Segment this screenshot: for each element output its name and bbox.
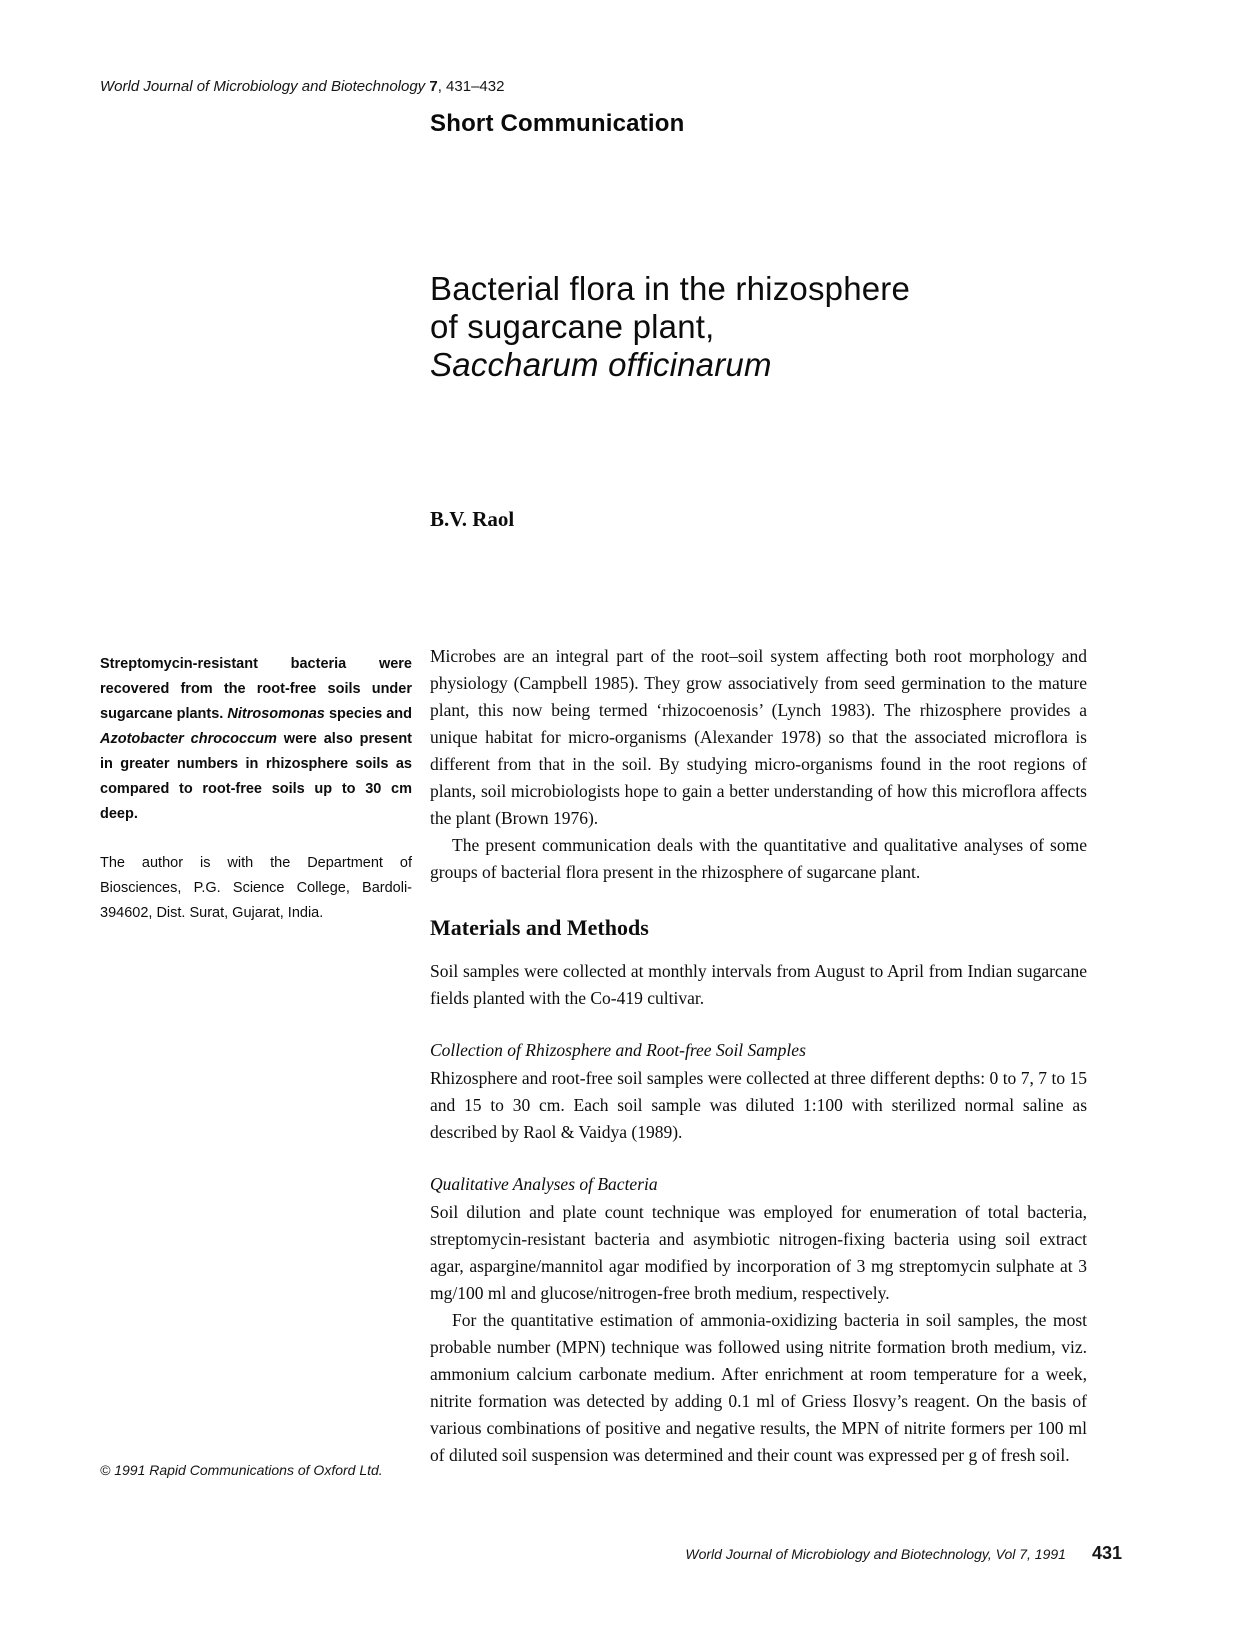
qualitative-paragraph-2: For the quantitative estimation of ammonia-oxidizing bacteria in soil samples, the most probable number (MPN) technique was followed using nitrite formation broth medium, viz. ammonium calcium carbonate medium. After enrichment at room temperature for a week, nitrite formation was detected by adding 0.1 ml of Griess Ilosvy’s reagent. On the basis of various combinations of positive and negative results, the MPN of nitrite formers per 100 ml of diluted soil suspension was determined and their count was expressed per g of fresh soil.	[430, 1310, 1087, 1465]
abstract-text	[100, 652, 412, 827]
journal-pages: , 431–432	[437, 78, 505, 95]
footer-journal-line: World Journal of Microbiology and Biotechnology, Vol 7, 1991	[685, 1546, 1066, 1562]
journal-name: World Journal of Microbiology and Biotechnology	[100, 78, 426, 95]
intro-paragraph-1: Microbes are an integral part of the root–soil system affecting both root morphology and physiology (Campbell 1985). They grow associatively from seed germination to the mature plant, this now being termed ‘rhizocoenosis’ (Lynch 1983). The rhizosphere provides a unique habitat for micro-organisms (Alexander 1978) so that the associated microflora is different from that in the soil. By studying micro-organisms found in the root regions of plants, soil microbiologists hope to gain a better understanding of how this microflora affects the plant (Brown 1976).	[430, 646, 1087, 828]
title-line-1: Bacterial flora in the rhizosphere	[430, 270, 911, 307]
subsection-heading-qualitative-analyses: Qualitative Analyses of Bacteria	[430, 1174, 658, 1194]
species-name-nitrosomonas: Nitrosomonas	[227, 706, 325, 722]
main-text-column	[430, 643, 1087, 1469]
author-name: B.V. Raol	[430, 507, 515, 531]
abstract-seg-1: Streptomycin-resistant bacteria were recovered from the root-free soils under sugarcane plants.	[100, 656, 412, 722]
copyright-notice: © 1991 Rapid Communications of Oxford Ltd.	[100, 1462, 383, 1478]
collection-paragraph-1: Rhizosphere and root-free soil samples were collected at three different depths: 0 to 7, 7 to 15 and 15 to 30 cm. Each soil sample was diluted 1:100 with sterilized normal saline as described by Raol & Vaidya (1989).	[430, 1068, 1087, 1142]
article-type-label: Short Communication	[430, 110, 685, 137]
section-heading-materials-and-methods: Materials and Methods	[430, 915, 649, 940]
page-footer	[430, 1543, 1122, 1564]
footer-page-number: 431	[1091, 1543, 1122, 1563]
title-line-2: of sugarcane plant,	[430, 308, 715, 345]
author-affiliation: The author is with the Department of Biosciences, P.G. Science College, Bardoli-394602, Dist. Surat, Gujarat, India.	[100, 855, 412, 921]
species-name-azotobacter: Azotobacter chrococcum	[100, 731, 277, 747]
materials-paragraph-1: Soil samples were collected at monthly intervals from August to April from Indian sugarcane fields planted with the Co-419 cultivar.	[430, 961, 1087, 1008]
qualitative-paragraph-1: Soil dilution and plate count technique was employed for enumeration of total bacteria, streptomycin-resistant bacteria and asymbiotic nitrogen-fixing bacteria using soil extract agar, aspargine/mannitol agar modified by incorporation of 3 mg streptomycin sulphate at 3 mg/100 ml and glucose/nitrogen-free broth medium, respectively.	[430, 1202, 1087, 1303]
subsection-heading-collection: Collection of Rhizosphere and Root-free Soil Samples	[430, 1040, 806, 1060]
journal-volume: 7	[425, 78, 438, 95]
article-title	[430, 270, 910, 384]
journal-reference	[100, 78, 504, 95]
title-line-3-species: Saccharum officinarum	[430, 346, 772, 383]
intro-paragraph-2: The present communication deals with the quantitative and qualitative analyses of some groups of bacterial flora present in the rhizosphere of sugarcane plant.	[430, 835, 1087, 882]
abstract-seg-5: were also present in greater numbers in rhizosphere soils as compared to root-free soils up to 30 cm deep.	[100, 731, 413, 822]
sidebar	[100, 652, 412, 926]
abstract-seg-3: species and	[324, 706, 412, 722]
